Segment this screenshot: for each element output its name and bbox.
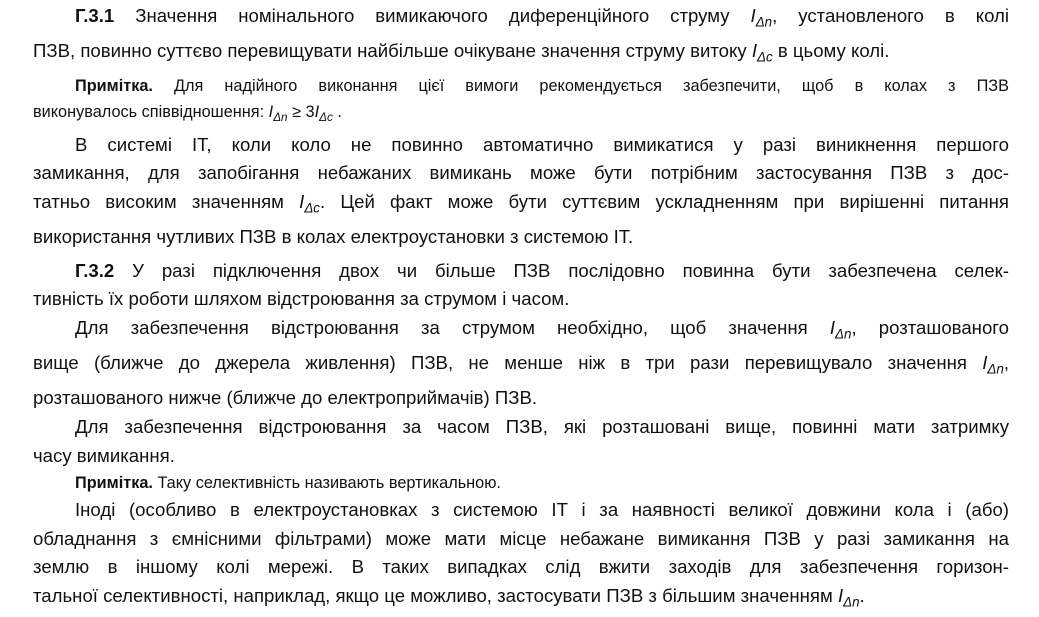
note-label: Примітка.: [75, 474, 153, 493]
text-line: Г.3.1 Значення номінального вимикаючого диференційного струму $I_{\Delta n}$, установленого в колі: [75, 5, 1009, 30]
text-line: В системі ІТ, коли коло не повинно автоматично вимикатися у разі виникнення першого: [75, 133, 1009, 155]
clause-g32-paragraph: [33, 257, 1009, 314]
note-paragraph: [33, 470, 1009, 496]
text-line: ПЗВ, повинно суттєво перевищувати найбільше очікуване значення струму витоку $I_{\Delta c}$ в цьому колі.: [33, 40, 890, 65]
text-line: татньо високим значенням $I_{\Delta c}$. Цей факт може бути суттєвим ускладненням при вирішенні питання: [33, 190, 1009, 216]
body-paragraph: [33, 314, 1009, 413]
note-label: Примітка.: [75, 76, 153, 95]
text-line: тивність їх роботи шляхом відстроювання за струмом і часом.: [33, 288, 570, 310]
note-paragraph: [33, 73, 1009, 131]
text-line: виконувалось співвідношення: $I_{\Delta n} \ge 3I_{\Delta c}$ .: [33, 102, 342, 124]
text-line: Для забезпечення відстроювання за струмом необхідно, щоб значення $I_{\Delta n}$, розташованого: [75, 316, 1009, 342]
body-paragraph: [33, 496, 1009, 617]
text-line: часу вимикання.: [33, 444, 175, 466]
text-line: вище (ближче до джерела живлення) ПЗВ, не менше ніж в три рази перевищувало значення $I_{\Delta n}$,: [33, 352, 1009, 377]
text-line: Іноді (особливо в електроустановках з системою ІТ і за наявності великої довжини кола і (або): [75, 499, 1009, 521]
text-line: Примітка. Таку селективність називають вертикальною.: [75, 474, 501, 493]
clause-number: Г.3.1: [75, 5, 115, 26]
body-paragraph: [33, 131, 1009, 252]
body-paragraph: [33, 413, 1009, 470]
text-line: тальної селективності, наприклад, якщо це можливо, застосувати ПЗВ з більшим значенням $I_{\Delta n}$.: [33, 584, 865, 610]
text-line: розташованого нижче (ближче до електроприймачів) ПЗВ.: [33, 387, 538, 409]
text-line: Г.3.2 У разі підключення двох чи більше ПЗВ послідовно повинна бути забезпечена селек-: [75, 259, 1009, 281]
text-line: обладнання з ємнісними фільтрами) може мати місце небажане вимикання ПЗВ у разі замикання на: [33, 527, 1009, 549]
text-line: замикання, для запобігання небажаних вимикань може бути потрібним застосування ПЗВ з дос-: [33, 162, 1009, 184]
text-line: використання чутливих ПЗВ в колах електроустановки з системою ІТ.: [33, 226, 634, 248]
text-line: Для забезпечення відстроювання за часом ПЗВ, які розташовані вище, повинні мати затримку: [75, 415, 1009, 437]
clause-number: Г.3.2: [75, 259, 115, 281]
text-line: Примітка. Для надійного виконання цієї вимоги рекомендується забезпечити, щоб в колах з ПЗВ: [75, 76, 1009, 95]
clause-g31-paragraph: [33, 2, 1009, 73]
text-line: землю в іншому колі мережі. В таких випадках слід вжити заходів для забезпечення горизон-: [33, 556, 1009, 578]
